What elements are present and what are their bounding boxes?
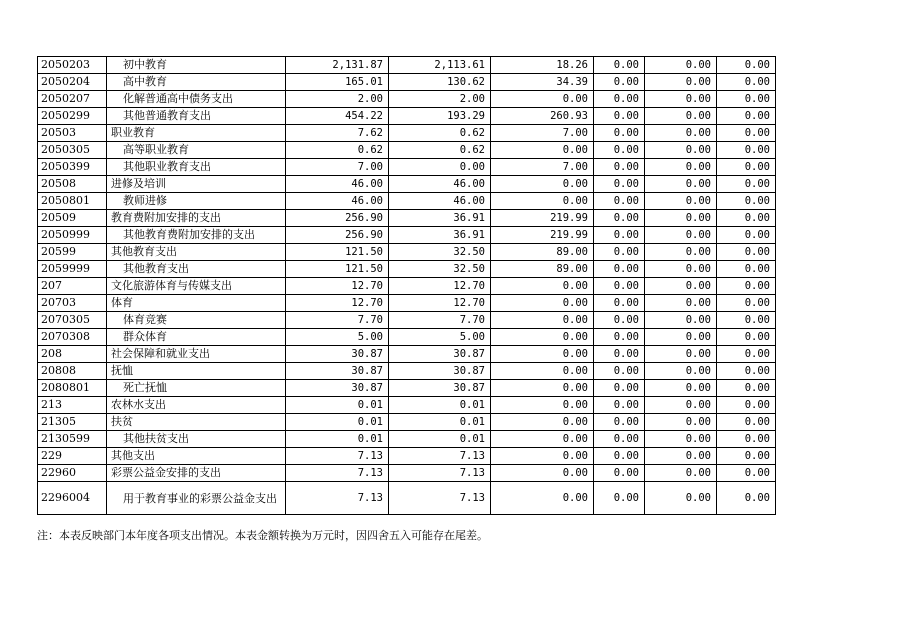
- table-row: [38, 312, 776, 329]
- amount-cell: 0.00: [717, 448, 776, 465]
- amount-cell: 7.13: [389, 482, 491, 515]
- subject-code-cell: 20599: [38, 244, 107, 261]
- subject-name-cell: 体育竞赛: [107, 312, 286, 329]
- amount-cell: 0.00: [491, 380, 594, 397]
- amount-cell: 0.00: [717, 278, 776, 295]
- amount-cell: 0.00: [491, 346, 594, 363]
- subject-name-cell: 其他普通教育支出: [107, 108, 286, 125]
- amount-cell: 0.01: [389, 397, 491, 414]
- subject-name-cell: 化解普通高中债务支出: [107, 91, 286, 108]
- table-row: [38, 363, 776, 380]
- subject-code-cell: 213: [38, 397, 107, 414]
- amount-cell: 0.00: [594, 397, 645, 414]
- amount-cell: 0.00: [594, 448, 645, 465]
- amount-cell: 0.00: [645, 329, 717, 346]
- amount-cell: 0.00: [717, 125, 776, 142]
- amount-cell: 0.00: [645, 125, 717, 142]
- amount-cell: 0.00: [717, 397, 776, 414]
- amount-cell: 0.00: [491, 448, 594, 465]
- amount-cell: 0.62: [389, 125, 491, 142]
- amount-cell: 0.00: [717, 380, 776, 397]
- amount-cell: 0.00: [594, 108, 645, 125]
- amount-cell: 30.87: [389, 380, 491, 397]
- amount-cell: 7.13: [389, 448, 491, 465]
- amount-cell: 34.39: [491, 74, 594, 91]
- amount-cell: 30.87: [286, 363, 389, 380]
- subject-code-cell: 2050399: [38, 159, 107, 176]
- amount-cell: 7.13: [286, 465, 389, 482]
- amount-cell: 7.62: [286, 125, 389, 142]
- amount-cell: 0.00: [491, 431, 594, 448]
- amount-cell: 0.01: [389, 414, 491, 431]
- amount-cell: 0.00: [491, 91, 594, 108]
- subject-name-cell: 其他教育支出: [107, 244, 286, 261]
- amount-cell: 7.00: [491, 159, 594, 176]
- amount-cell: 7.13: [286, 448, 389, 465]
- amount-cell: 0.00: [594, 142, 645, 159]
- subject-code-cell: 20503: [38, 125, 107, 142]
- amount-cell: 7.13: [389, 465, 491, 482]
- amount-cell: 0.00: [717, 482, 776, 515]
- amount-cell: 0.00: [594, 312, 645, 329]
- amount-cell: 0.00: [645, 176, 717, 193]
- amount-cell: 0.00: [645, 193, 717, 210]
- expenditure-table-container: [37, 56, 775, 515]
- table-row: [38, 142, 776, 159]
- subject-name-cell: 抚恤: [107, 363, 286, 380]
- amount-cell: 0.00: [389, 159, 491, 176]
- amount-cell: 0.00: [645, 159, 717, 176]
- table-row: [38, 57, 776, 74]
- amount-cell: 0.00: [594, 380, 645, 397]
- amount-cell: 0.00: [645, 261, 717, 278]
- amount-cell: 0.00: [594, 210, 645, 227]
- amount-cell: 0.00: [594, 329, 645, 346]
- amount-cell: 219.99: [491, 210, 594, 227]
- subject-name-cell: 高中教育: [107, 74, 286, 91]
- subject-name-cell: 教育费附加安排的支出: [107, 210, 286, 227]
- subject-code-cell: 2059999: [38, 261, 107, 278]
- amount-cell: 0.00: [717, 108, 776, 125]
- amount-cell: 0.00: [717, 176, 776, 193]
- amount-cell: 0.62: [389, 142, 491, 159]
- subject-name-cell: 其他扶贫支出: [107, 431, 286, 448]
- amount-cell: 0.00: [717, 193, 776, 210]
- table-row: [38, 108, 776, 125]
- subject-code-cell: 208: [38, 346, 107, 363]
- amount-cell: 256.90: [286, 227, 389, 244]
- table-row: [38, 193, 776, 210]
- amount-cell: 30.87: [286, 380, 389, 397]
- amount-cell: 7.70: [389, 312, 491, 329]
- amount-cell: 32.50: [389, 244, 491, 261]
- amount-cell: 0.00: [491, 312, 594, 329]
- amount-cell: 0.00: [717, 414, 776, 431]
- table-row: [38, 227, 776, 244]
- amount-cell: 0.00: [645, 397, 717, 414]
- amount-cell: 0.00: [594, 278, 645, 295]
- amount-cell: 32.50: [389, 261, 491, 278]
- subject-code-cell: 2080801: [38, 380, 107, 397]
- table-row: [38, 397, 776, 414]
- amount-cell: 0.00: [594, 125, 645, 142]
- subject-name-cell: 死亡抚恤: [107, 380, 286, 397]
- amount-cell: 165.01: [286, 74, 389, 91]
- subject-name-cell: 用于教育事业的彩票公益金支出: [107, 482, 286, 515]
- table-row: [38, 176, 776, 193]
- table-row: [38, 74, 776, 91]
- amount-cell: 0.00: [645, 74, 717, 91]
- amount-cell: 256.90: [286, 210, 389, 227]
- amount-cell: 46.00: [286, 176, 389, 193]
- amount-cell: 0.00: [645, 108, 717, 125]
- amount-cell: 0.00: [594, 57, 645, 74]
- subject-code-cell: 21305: [38, 414, 107, 431]
- subject-name-cell: 初中教育: [107, 57, 286, 74]
- subject-name-cell: 群众体育: [107, 329, 286, 346]
- amount-cell: 46.00: [389, 193, 491, 210]
- amount-cell: 219.99: [491, 227, 594, 244]
- subject-name-cell: 其他教育支出: [107, 261, 286, 278]
- table-row: [38, 448, 776, 465]
- subject-code-cell: 20703: [38, 295, 107, 312]
- amount-cell: 5.00: [286, 329, 389, 346]
- table-row: [38, 380, 776, 397]
- amount-cell: 0.00: [594, 227, 645, 244]
- subject-name-cell: 扶贫: [107, 414, 286, 431]
- amount-cell: 12.70: [286, 278, 389, 295]
- footnote: 注：本表反映部门本年度各项支出情况。本表金额转换为万元时，因四舍五入可能存在尾差。: [37, 529, 488, 542]
- amount-cell: 0.00: [594, 176, 645, 193]
- amount-cell: 0.00: [717, 74, 776, 91]
- subject-name-cell: 农林水支出: [107, 397, 286, 414]
- subject-code-cell: 2130599: [38, 431, 107, 448]
- amount-cell: 0.00: [594, 74, 645, 91]
- subject-name-cell: 高等职业教育: [107, 142, 286, 159]
- amount-cell: 0.00: [717, 57, 776, 74]
- amount-cell: 0.00: [491, 193, 594, 210]
- subject-code-cell: 2050204: [38, 74, 107, 91]
- amount-cell: 0.00: [645, 482, 717, 515]
- amount-cell: 0.00: [491, 397, 594, 414]
- expenditure-table: [37, 56, 776, 515]
- amount-cell: 89.00: [491, 261, 594, 278]
- subject-code-cell: 20808: [38, 363, 107, 380]
- amount-cell: 46.00: [286, 193, 389, 210]
- amount-cell: 0.00: [645, 227, 717, 244]
- amount-cell: 12.70: [389, 295, 491, 312]
- subject-code-cell: 2050801: [38, 193, 107, 210]
- amount-cell: 260.93: [491, 108, 594, 125]
- amount-cell: 0.00: [717, 312, 776, 329]
- amount-cell: 0.00: [645, 346, 717, 363]
- subject-code-cell: 2050999: [38, 227, 107, 244]
- subject-code-cell: 20508: [38, 176, 107, 193]
- amount-cell: 0.00: [645, 465, 717, 482]
- amount-cell: 30.87: [286, 346, 389, 363]
- amount-cell: 0.00: [645, 244, 717, 261]
- amount-cell: 0.00: [645, 91, 717, 108]
- amount-cell: 0.00: [717, 346, 776, 363]
- amount-cell: 0.00: [645, 414, 717, 431]
- amount-cell: 0.00: [491, 329, 594, 346]
- amount-cell: 0.00: [491, 142, 594, 159]
- table-row: [38, 244, 776, 261]
- amount-cell: 0.00: [645, 448, 717, 465]
- amount-cell: 0.00: [594, 159, 645, 176]
- amount-cell: 2.00: [286, 91, 389, 108]
- subject-code-cell: 22960: [38, 465, 107, 482]
- subject-code-cell: 2050305: [38, 142, 107, 159]
- amount-cell: 0.00: [645, 278, 717, 295]
- amount-cell: 0.00: [645, 57, 717, 74]
- subject-name-cell: 体育: [107, 295, 286, 312]
- table-row: [38, 346, 776, 363]
- table-row: [38, 125, 776, 142]
- table-row: [38, 414, 776, 431]
- table-row: [38, 431, 776, 448]
- amount-cell: 36.91: [389, 210, 491, 227]
- amount-cell: 0.00: [645, 312, 717, 329]
- subject-name-cell: 其他教育费附加安排的支出: [107, 227, 286, 244]
- amount-cell: 0.01: [389, 431, 491, 448]
- table-row: [38, 159, 776, 176]
- subject-code-cell: 2070305: [38, 312, 107, 329]
- amount-cell: 0.00: [645, 363, 717, 380]
- amount-cell: 0.00: [491, 482, 594, 515]
- amount-cell: 0.00: [717, 91, 776, 108]
- amount-cell: 0.01: [286, 414, 389, 431]
- amount-cell: 0.00: [491, 176, 594, 193]
- amount-cell: 0.00: [717, 159, 776, 176]
- amount-cell: 0.01: [286, 431, 389, 448]
- amount-cell: 0.00: [594, 431, 645, 448]
- amount-cell: 0.00: [594, 482, 645, 515]
- subject-code-cell: 20509: [38, 210, 107, 227]
- subject-name-cell: 教师进修: [107, 193, 286, 210]
- subject-code-cell: 2050203: [38, 57, 107, 74]
- amount-cell: 0.00: [717, 329, 776, 346]
- amount-cell: 0.00: [491, 465, 594, 482]
- subject-code-cell: 2050299: [38, 108, 107, 125]
- amount-cell: 0.00: [645, 142, 717, 159]
- subject-name-cell: 其他支出: [107, 448, 286, 465]
- amount-cell: 0.00: [594, 363, 645, 380]
- amount-cell: 0.00: [717, 227, 776, 244]
- amount-cell: 0.00: [645, 295, 717, 312]
- table-row: [38, 329, 776, 346]
- amount-cell: 0.00: [717, 363, 776, 380]
- amount-cell: 0.01: [286, 397, 389, 414]
- amount-cell: 7.00: [286, 159, 389, 176]
- amount-cell: 0.00: [717, 465, 776, 482]
- amount-cell: 0.00: [594, 465, 645, 482]
- amount-cell: 0.00: [717, 142, 776, 159]
- amount-cell: 0.00: [717, 244, 776, 261]
- subject-name-cell: 文化旅游体育与传媒支出: [107, 278, 286, 295]
- amount-cell: 2,113.61: [389, 57, 491, 74]
- amount-cell: 5.00: [389, 329, 491, 346]
- subject-code-cell: 207: [38, 278, 107, 295]
- amount-cell: 89.00: [491, 244, 594, 261]
- amount-cell: 0.00: [717, 431, 776, 448]
- table-row: [38, 278, 776, 295]
- subject-name-cell: 职业教育: [107, 125, 286, 142]
- amount-cell: 30.87: [389, 346, 491, 363]
- amount-cell: 12.70: [286, 295, 389, 312]
- amount-cell: 121.50: [286, 261, 389, 278]
- amount-cell: 0.00: [594, 193, 645, 210]
- amount-cell: 0.62: [286, 142, 389, 159]
- amount-cell: 0.00: [491, 363, 594, 380]
- amount-cell: 0.00: [594, 244, 645, 261]
- amount-cell: 0.00: [717, 261, 776, 278]
- amount-cell: 0.00: [594, 414, 645, 431]
- subject-code-cell: 229: [38, 448, 107, 465]
- amount-cell: 0.00: [594, 261, 645, 278]
- amount-cell: 2,131.87: [286, 57, 389, 74]
- amount-cell: 0.00: [491, 295, 594, 312]
- amount-cell: 2.00: [389, 91, 491, 108]
- amount-cell: 0.00: [491, 414, 594, 431]
- table-body: [38, 57, 776, 515]
- amount-cell: 130.62: [389, 74, 491, 91]
- amount-cell: 46.00: [389, 176, 491, 193]
- amount-cell: 0.00: [491, 278, 594, 295]
- table-row: [38, 261, 776, 278]
- table-row: [38, 91, 776, 108]
- subject-code-cell: 2070308: [38, 329, 107, 346]
- amount-cell: 36.91: [389, 227, 491, 244]
- table-row: [38, 482, 776, 515]
- subject-name-cell: 社会保障和就业支出: [107, 346, 286, 363]
- amount-cell: 0.00: [717, 210, 776, 227]
- amount-cell: 7.00: [491, 125, 594, 142]
- amount-cell: 0.00: [717, 295, 776, 312]
- amount-cell: 0.00: [645, 431, 717, 448]
- table-row: [38, 465, 776, 482]
- subject-name-cell: 彩票公益金安排的支出: [107, 465, 286, 482]
- amount-cell: 30.87: [389, 363, 491, 380]
- amount-cell: 121.50: [286, 244, 389, 261]
- amount-cell: 0.00: [594, 346, 645, 363]
- subject-code-cell: 2050207: [38, 91, 107, 108]
- table-row: [38, 295, 776, 312]
- table-row: [38, 210, 776, 227]
- amount-cell: 18.26: [491, 57, 594, 74]
- amount-cell: 7.13: [286, 482, 389, 515]
- amount-cell: 0.00: [594, 295, 645, 312]
- amount-cell: 0.00: [594, 91, 645, 108]
- amount-cell: 454.22: [286, 108, 389, 125]
- amount-cell: 12.70: [389, 278, 491, 295]
- amount-cell: 0.00: [645, 210, 717, 227]
- amount-cell: 193.29: [389, 108, 491, 125]
- subject-code-cell: 2296004: [38, 482, 107, 515]
- subject-name-cell: 其他职业教育支出: [107, 159, 286, 176]
- amount-cell: 7.70: [286, 312, 389, 329]
- amount-cell: 0.00: [645, 380, 717, 397]
- subject-name-cell: 进修及培训: [107, 176, 286, 193]
